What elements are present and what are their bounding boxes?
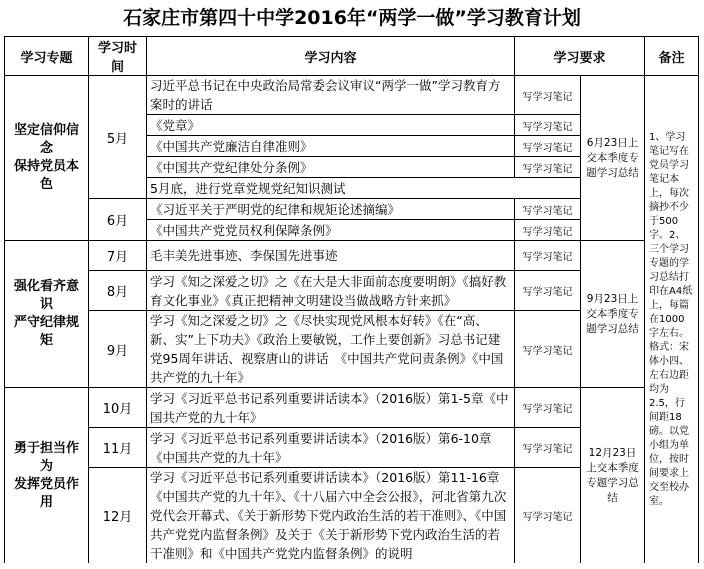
table-row bbox=[5, 76, 699, 115]
requirement-cell: 写学习笔记 bbox=[515, 311, 581, 388]
header-requirement: 学习要求 bbox=[515, 37, 645, 76]
requirement-cell: 写学习笔记 bbox=[515, 199, 581, 220]
summary-cell-1: 6月23日上交本季度专题学习总结 bbox=[581, 76, 645, 241]
month-cell: 12月 bbox=[89, 468, 147, 564]
requirement-cell: 写学习笔记 bbox=[515, 157, 581, 178]
month-cell: 5月 bbox=[89, 76, 147, 199]
content-cell: 学习《习近平总书记系列重要讲话读本》（2016版）第11-16章《中国共产党的九十年》、《十八届六中全会公报》，河北省第九次党代会开幕式、《关于新形势下党内政治生活的若干准则》、《中国共产党党内监督条例》及关于《关于新形势下党内政治生活的若干准则》和《中国共产党党内监督条例》的说明 bbox=[147, 468, 515, 564]
summary-cell-3: 12月23日上交本季度专题学习总结 bbox=[581, 388, 645, 564]
content-cell: 《中国共产党纪律处分条例》 bbox=[147, 157, 515, 178]
requirement-cell: 写学习笔记 bbox=[515, 468, 581, 564]
month-cell: 10月 bbox=[89, 388, 147, 428]
page-title: 石家庄市第四十中学2016年“两学一做”学习教育计划 bbox=[123, 7, 581, 29]
content-cell: 《党章》 bbox=[147, 115, 515, 136]
requirement-cell: 写学习笔记 bbox=[515, 115, 581, 136]
month-cell: 11月 bbox=[89, 428, 147, 468]
requirement-cell: 写学习笔记 bbox=[515, 388, 581, 428]
header-row bbox=[5, 37, 699, 76]
content-cell: 学习《习近平总书记系列重要讲话读本》（2016版）第6-10章《中国共产党的九十年》 bbox=[147, 428, 515, 468]
content-cell: 学习《知之深爱之切》之《在大是大非面前态度要明朗》《搞好教育文化事业》《真正把精神文明建设当做战略方针来抓》 bbox=[147, 271, 515, 311]
content-cell: 习近平总书记在中央政治局常委会议审议“两学一做”学习教育方案时的讲话 bbox=[147, 76, 515, 115]
content-cell: 学习《知之深爱之切》之《尽快实现党风根本好转》《在“高、新、实”上下功夫》《政治上要敏锐，工作上要创新》习总书记建党95周年讲话、视察唐山的讲话 《中国共产党问责条例》《中国共产党的九十年》 bbox=[147, 311, 515, 388]
requirement-cell: 写学习笔记 bbox=[515, 271, 581, 311]
summary-cell-2: 9月23日上交本季度专题学习总结 bbox=[581, 241, 645, 388]
requirement-cell: 写学习笔记 bbox=[515, 241, 581, 271]
month-cell: 9月 bbox=[89, 311, 147, 388]
table-row bbox=[5, 388, 699, 428]
requirement-cell: 写学习笔记 bbox=[515, 428, 581, 468]
month-cell: 8月 bbox=[89, 271, 147, 311]
plan-table bbox=[4, 36, 699, 563]
note-cell: 1、学习笔记写在党员学习笔记本上，每次摘抄不少于500字。2、三个学习专题的学习总结打印在A4纸上，每篇在1000字左右。格式：宋体小四、左右边距均为2.5，行间距18磅。以党小组为单位，按时间要求上交至校办室。 bbox=[645, 76, 699, 564]
content-cell: 《中国共产党党员权利保障条例》 bbox=[147, 220, 515, 241]
content-cell: 《中国共产党廉洁自律准则》 bbox=[147, 136, 515, 157]
requirement-cell: 写学习笔记 bbox=[515, 76, 581, 115]
header-content: 学习内容 bbox=[147, 37, 515, 76]
month-cell: 7月 bbox=[89, 241, 147, 271]
requirement-cell: 写学习笔记 bbox=[515, 220, 581, 241]
header-topic: 学习专题 bbox=[5, 37, 89, 76]
content-cell: 学习《习近平总书记系列重要讲话读本》（2016版）第1-5章《中国共产党的九十年》 bbox=[147, 388, 515, 428]
month-cell: 6月 bbox=[89, 199, 147, 241]
topic-cell-1: 坚定信仰信念 保持党员本色 bbox=[5, 76, 89, 241]
topic-cell-2: 强化看齐意识 严守纪律规矩 bbox=[5, 241, 89, 388]
content-cell: 毛丰美先进事迹、李保国先进事迹 bbox=[147, 241, 515, 271]
header-note: 备注 bbox=[645, 37, 699, 76]
topic-cell-3: 勇于担当作为 发挥党员作用 bbox=[5, 388, 89, 564]
requirement-cell: 写学习笔记 bbox=[515, 136, 581, 157]
content-cell: 《习近平关于严明党的纪律和规矩论述摘编》 bbox=[147, 199, 515, 220]
content-cell: 5月底，进行党章党规党纪知识测试 bbox=[147, 178, 581, 199]
table-row bbox=[5, 241, 699, 271]
header-time: 学习时间 bbox=[89, 37, 147, 76]
